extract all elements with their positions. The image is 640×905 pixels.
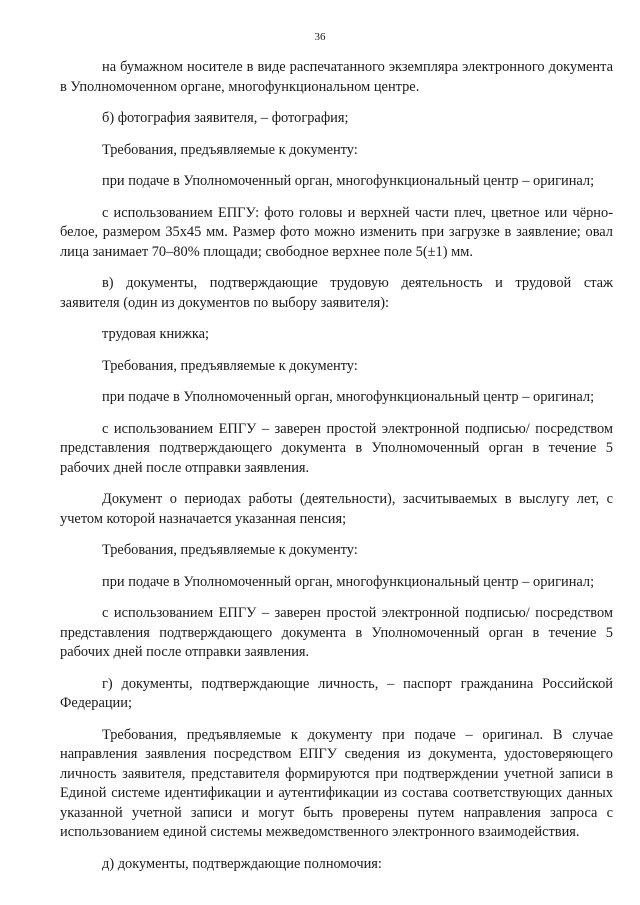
paragraph: г) документы, подтверждающие личность, – паспорт гражданина Российской Федерации; [60,675,613,711]
paragraph: Требования, предъявляемые к документу: [102,141,358,158]
paragraph: д) документы, подтверждающие полномочия: [102,855,382,872]
paragraph: Требования, предъявляемые к документу: [102,542,358,558]
paragraph: с использованием ЕПГУ – заверен простой электронной подписью/ посредством представления подтверждающего документа в Уполномоченный орган в течение 5 рабочих дней после отправки заявления. [60,605,613,660]
document-body [60,58,613,886]
paragraph: с использованием ЕПГУ: фото головы и верхней части плеч, цветное или чёрно-белое, размером 35х45 мм. Размер фото можно изменить при загрузке в заявление; овал лица занимает 70–80% площади; свободное верхнее поле 5(±1) мм. [60,204,613,260]
paragraph: б) фотография заявителя, – фотография; [102,110,349,126]
paragraph: на бумажном носителе в виде распечатанного экземпляра электронного документа в Уполномоченном органе, многофункциональном центре. [60,59,613,95]
paragraph: в) документы, подтверждающие трудовую деятельность и трудовой стаж заявителя (один из документов по выбору заявителя): [60,275,613,311]
paragraph: трудовая книжка; [102,326,209,342]
paragraph: при подаче в Уполномоченный орган, многофункциональный центр – оригинал; [102,389,595,405]
paragraph: при подаче в Уполномоченный орган, многофункциональный центр – оригинал; [102,173,595,189]
page-number: 36 [314,31,326,43]
paragraph: с использованием ЕПГУ – заверен простой электронной подписью/ посредством представления подтверждающего документа в Уполномоченный орган в течение 5 рабочих дней после отправки заявления. [60,420,613,476]
paragraph: Документ о периодах работы (деятельности), засчитываемых в выслугу лет, с учетом которой назначается указанная пенсия; [60,491,613,527]
paragraph: при подаче в Уполномоченный орган, многофункциональный центр – оригинал; [102,573,595,590]
paragraph: Требования, предъявляемые к документу при подаче – оригинал. В случае направления заявления посредством ЕПГУ сведения из документа, удостоверяющего личность заявителя, представителя формируются при подтверждении учетной записи в Единой системе идентификации и аутентификации из состава соответствующих данных указанной учетной записи и могут быть проверены путем направления запроса с использованием единой системы межведомственного электронного взаимодействия. [60,726,613,840]
paragraph: Требования, предъявляемые к документу: [102,357,358,374]
